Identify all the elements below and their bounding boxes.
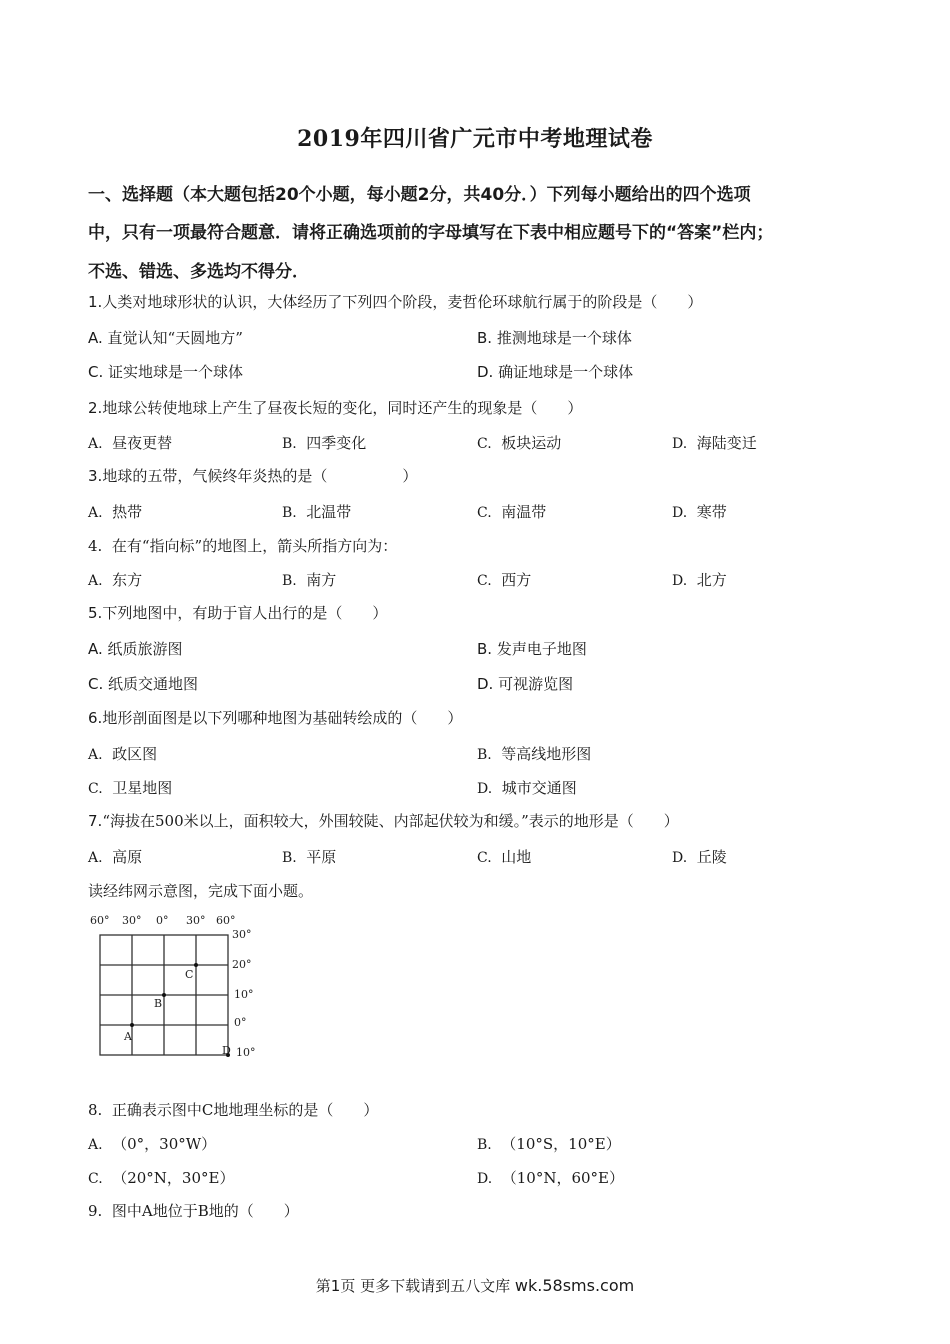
right-label-4: 0° [234, 1016, 247, 1029]
option-2d: D. 海陆变迁 [672, 434, 757, 452]
right-label-2: 20° [232, 958, 252, 971]
option-1d: D. 确证地球是一个球体 [477, 363, 634, 381]
point-b-dot [162, 993, 166, 997]
question-4: 4. 在有“指向标”的地图上，箭头所指方向为： [88, 537, 398, 555]
question-9: 9. 图中A地位于B地的（ ） [88, 1202, 299, 1220]
option-4a: A. 东方 [88, 571, 143, 589]
question-6: 6.地形剖面图是以下列哪种地图为基础转绘成的（ ） [88, 709, 463, 727]
point-d-label: D [222, 1044, 231, 1057]
option-8a: A. （0°，30°W） [88, 1135, 217, 1153]
option-3d: D. 寒带 [672, 503, 727, 521]
question-1: 1.人类对地球形状的认识，大体经历了下列四个阶段，麦哲伦环球航行属于的阶段是（ ） [88, 293, 703, 311]
right-label-1: 30° [232, 928, 252, 941]
top-label-4: 30° [186, 914, 206, 927]
option-8d: D. （10°N，60°E） [477, 1169, 624, 1187]
top-label-1: 60° [90, 914, 110, 927]
option-4b: B. 南方 [282, 571, 337, 589]
page-title: 2019年四川省广元市中考地理试卷 [297, 126, 653, 152]
option-2a: A. 昼夜更替 [88, 434, 173, 452]
section-instructions-line-2: 中，只有一项最符合题意．请将正确选项前的字母填写在下表中相应题号下的“答案”栏内； [88, 223, 774, 243]
point-a-dot [130, 1023, 134, 1027]
option-6b: B. 等高线地形图 [477, 745, 592, 763]
option-7c: C. 山地 [477, 848, 532, 866]
top-label-3: 0° [156, 914, 169, 927]
option-3c: C. 南温带 [477, 503, 547, 521]
point-c-dot [194, 963, 198, 967]
option-7a: A. 高原 [88, 848, 143, 866]
point-c-label: C [185, 968, 194, 981]
question-8: 8. 正确表示图中C地地理坐标的是（ ） [88, 1101, 379, 1119]
option-6d: D. 城市交通图 [477, 779, 577, 797]
option-5b: B. 发声电子地图 [477, 640, 587, 658]
section-instructions-line-1: 一、选择题（本大题包括20个小题，每小题2分，共40分．）下列每小题给出的四个选项 [88, 185, 751, 205]
top-label-5: 60° [216, 914, 236, 927]
point-a-label: A [124, 1030, 132, 1043]
lat-long-grid-figure [88, 910, 268, 1060]
top-label-2: 30° [122, 914, 142, 927]
footer-site-link[interactable]: wk.58sms.com [514, 1276, 635, 1295]
question-2: 2.地球公转使地球上产生了昼夜长短的变化，同时还产生的现象是（ ） [88, 399, 583, 417]
page-footer: 第1页 更多下载请到五八文库 wk.58sms.com [315, 1276, 635, 1295]
option-8c: C. （20°N，30°E） [88, 1169, 235, 1187]
option-4d: D. 北方 [672, 571, 727, 589]
option-1a: A. 直觉认知“天圆地方” [88, 329, 243, 347]
option-4c: C. 西方 [477, 571, 532, 589]
option-2c: C. 板块运动 [477, 434, 562, 452]
option-6c: C. 卫星地图 [88, 779, 173, 797]
intro-text: 读经纬网示意图，完成下面小题。 [88, 882, 314, 900]
option-7d: D. 丘陵 [672, 848, 727, 866]
option-6a: A. 政区图 [88, 745, 158, 763]
option-5c: C. 纸质交通地图 [88, 675, 199, 693]
question-5: 5.下列地图中，有助于盲人出行的是（ ） [88, 604, 388, 622]
option-1b: B. 推测地球是一个球体 [477, 329, 632, 347]
option-8b: B. （10°S，10°E） [477, 1135, 621, 1153]
option-5d: D. 可视游览图 [477, 675, 574, 693]
point-b-label: B [154, 997, 163, 1010]
section-instructions-line-3: 不选、错选、多选均不得分． [88, 262, 309, 282]
option-3a: A. 热带 [88, 503, 143, 521]
option-5a: A. 纸质旅游图 [88, 640, 183, 658]
option-2b: B. 四季变化 [282, 434, 367, 452]
right-label-5: 10° [236, 1046, 256, 1059]
question-7: 7.“海拔在500米以上，面积较大，外围较陡、内部起伏较为和缓。”表示的地形是（ ） [88, 812, 679, 830]
right-label-3: 10° [234, 988, 254, 1001]
option-1c: C. 证实地球是一个球体 [88, 363, 244, 381]
option-3b: B. 北温带 [282, 503, 352, 521]
question-3: 3.地球的五带，气候终年炎热的是（ ） [88, 467, 418, 485]
option-7b: B. 平原 [282, 848, 337, 866]
